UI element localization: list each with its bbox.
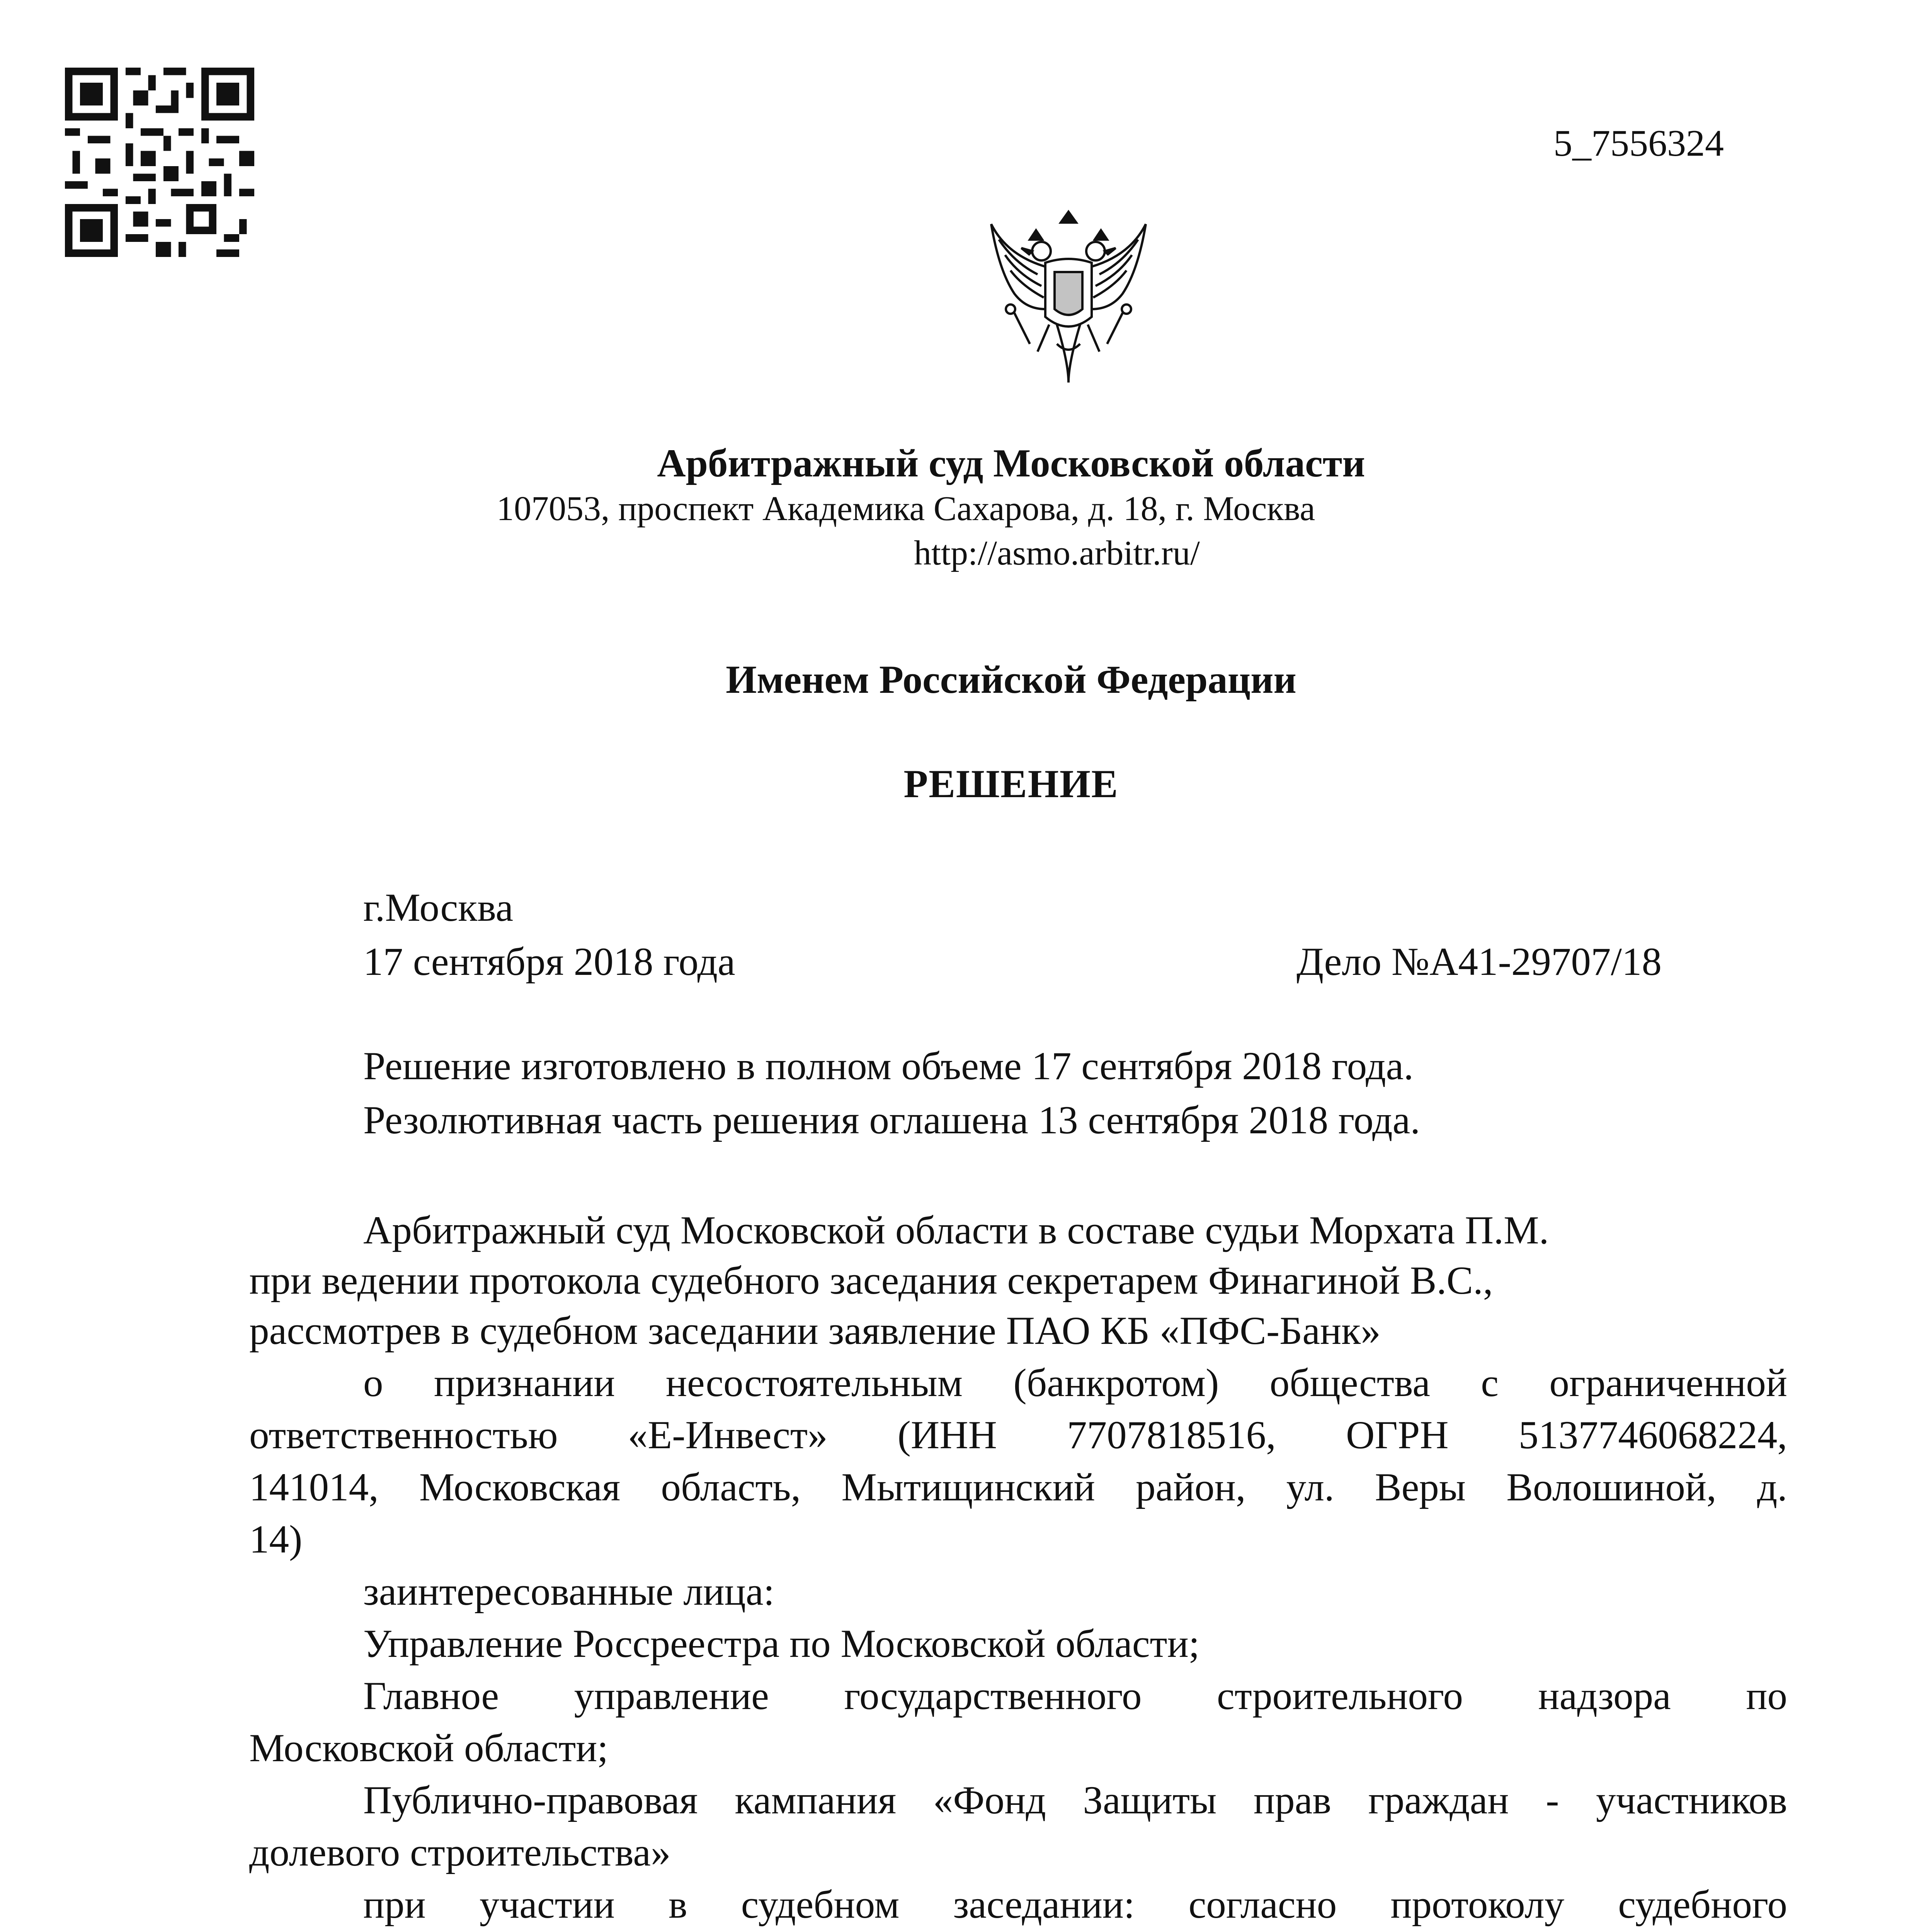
body-line: заинтересованные лица:	[363, 1570, 775, 1614]
body-line: Публично-правовая кампания «Фонд Защиты прав граждан - участников	[363, 1778, 1787, 1822]
body-line: при участии в судебном заседании: согласно протоколу судебного	[363, 1883, 1787, 1927]
body-line: 14)	[249, 1517, 303, 1561]
court-address: 107053, проспект Академика Сахарова, д. 18, г. Москва	[497, 490, 1315, 528]
decision-date: 17 сентября 2018 года	[363, 940, 735, 984]
body-line: 141014, Московская область, Мытищинский район, ул. Веры Волошиной, д.	[249, 1465, 1787, 1509]
city: г.Москва	[363, 886, 514, 930]
body-line: Московской области;	[249, 1726, 608, 1770]
in-name-heading: Именем Российской Федерации	[726, 658, 1296, 702]
body-line: при ведении протокола судебного заседания секретарем Финагиной В.С.,	[249, 1259, 1493, 1303]
document-number: 5_7556324	[1553, 122, 1724, 164]
document-title: РЕШЕНИЕ	[903, 762, 1119, 806]
body-line: долевого строительства»	[249, 1830, 671, 1874]
case-number: Дело №А41-29707/18	[1296, 940, 1662, 984]
russian-coat-of-arms-icon	[983, 209, 1154, 390]
court-website-link[interactable]: http://asmo.arbitr.ru/	[914, 534, 1200, 572]
made-full-note: Решение изготовлено в полном объеме 17 сентября 2018 года.	[363, 1044, 1414, 1088]
body-line: рассмотрев в судебном заседании заявление ПАО КБ «ПФС-Банк»	[249, 1309, 1381, 1353]
court-name: Арбитражный суд Московской области	[657, 441, 1365, 485]
body-line: ответственностью «Е-Инвест» (ИНН 7707818516, ОГРН 5137746068224,	[249, 1413, 1787, 1457]
body-line: о признании несостоятельным (банкротом) общества с ограниченной	[363, 1361, 1787, 1405]
body-line: Арбитражный суд Московской области в составе судьи Морхата П.М.	[363, 1208, 1549, 1252]
body-line: Главное управление государственного строительного надзора по	[363, 1674, 1787, 1718]
qr-code-icon	[65, 66, 254, 259]
body-line: Управление Россреестра по Московской области;	[363, 1622, 1200, 1666]
operative-part-note: Резолютивная часть решения оглашена 13 сентября 2018 года.	[363, 1098, 1421, 1142]
